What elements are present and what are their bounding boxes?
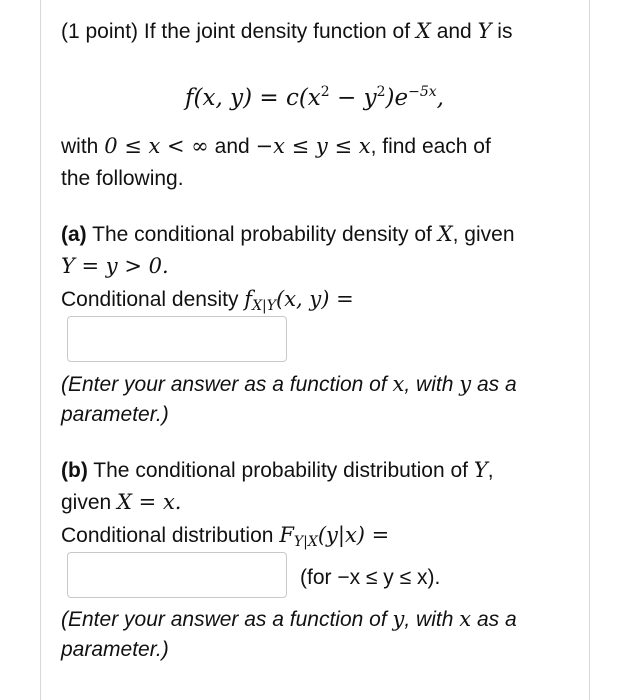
part-a-hint-y: y xyxy=(459,372,472,396)
part-b-hint-3: as a xyxy=(476,608,517,631)
part-b-line-2 xyxy=(61,489,181,516)
part-b-label: (b) xyxy=(61,459,88,482)
is-text: is xyxy=(497,20,513,43)
part-a-hint-3: as a xyxy=(476,373,517,396)
part-a-hint-x: x xyxy=(392,372,405,396)
part-b-condition: X = x. xyxy=(117,490,182,514)
domain-with: with xyxy=(61,135,99,158)
part-b-hint-line-1 xyxy=(61,606,517,633)
part-a-hint-2: , with xyxy=(404,373,454,396)
formula-lhs: f(x, y) = c(x xyxy=(185,85,321,111)
part-b-hint-line-2: parameter.) xyxy=(61,638,169,661)
var-y: Y xyxy=(477,19,492,43)
var-x: X xyxy=(415,19,431,43)
part-b-F: F xyxy=(279,523,294,547)
part-b-answer-label: Conditional distribution xyxy=(61,524,274,547)
part-a-line-1 xyxy=(61,221,515,248)
domain-and: and xyxy=(214,135,250,158)
part-b-hint-1: (Enter your answer as a function of xyxy=(61,608,387,631)
part-b-F-subscript: Y|X xyxy=(293,534,318,550)
part-b-given: given xyxy=(61,491,112,514)
intro-text: (1 point) If the joint density function of xyxy=(61,20,411,43)
part-b-line-1 xyxy=(61,457,494,484)
formula-exponent: −5x xyxy=(408,84,437,100)
part-b-answer-input[interactable] xyxy=(67,552,287,598)
part-b-F-args: (y|x) = xyxy=(317,523,390,547)
part-b-var-y: Y xyxy=(473,458,488,482)
part-a-condition: Y = y > 0. xyxy=(61,254,169,278)
part-a-answer-label-line xyxy=(61,286,354,319)
part-a-f-args: (x, y) = xyxy=(276,287,354,311)
part-a-answer-label: Conditional density xyxy=(61,288,239,311)
and-text: and xyxy=(436,20,472,43)
domain-x-range: 0 ≤ x < ∞ xyxy=(104,134,209,158)
part-a-given: , given xyxy=(452,223,515,246)
part-b-hint-x: x xyxy=(459,607,472,631)
part-b-hint-y: y xyxy=(392,607,405,631)
formula-exp-base: )e xyxy=(385,85,409,111)
domain-tail: , find each of xyxy=(370,135,491,158)
part-a-f-subscript: X|Y xyxy=(252,298,277,314)
formula-y-exponent: 2 xyxy=(376,84,386,100)
domain-y-range: −x ≤ y ≤ x xyxy=(255,134,371,158)
part-a-label: (a) xyxy=(61,223,87,246)
part-b-text: The conditional probability distribution of xyxy=(93,459,469,482)
part-a-answer-input[interactable] xyxy=(67,316,287,362)
formula-comma: , xyxy=(436,85,444,111)
intro-line xyxy=(61,18,512,45)
formula-x-exponent: 2 xyxy=(320,84,330,100)
part-b-range-note: (for −x ≤ y ≤ x). xyxy=(300,566,441,589)
part-b-answer-label-line xyxy=(61,522,389,555)
domain-line-2: the following. xyxy=(61,167,184,190)
part-b-hint-2: , with xyxy=(404,608,454,631)
part-a-hint-line-1 xyxy=(61,371,517,398)
part-a-var-x: X xyxy=(437,222,453,246)
part-b-comma: , xyxy=(487,459,494,482)
part-a-hint-line-2: parameter.) xyxy=(61,403,169,426)
part-a-f: f xyxy=(244,287,253,311)
part-a-hint-1: (Enter your answer as a function of xyxy=(61,373,387,396)
part-a-text: The conditional probability density of xyxy=(92,223,432,246)
joint-density-formula xyxy=(0,78,629,112)
formula-minus-y: − y xyxy=(329,85,377,111)
domain-line xyxy=(61,133,491,160)
